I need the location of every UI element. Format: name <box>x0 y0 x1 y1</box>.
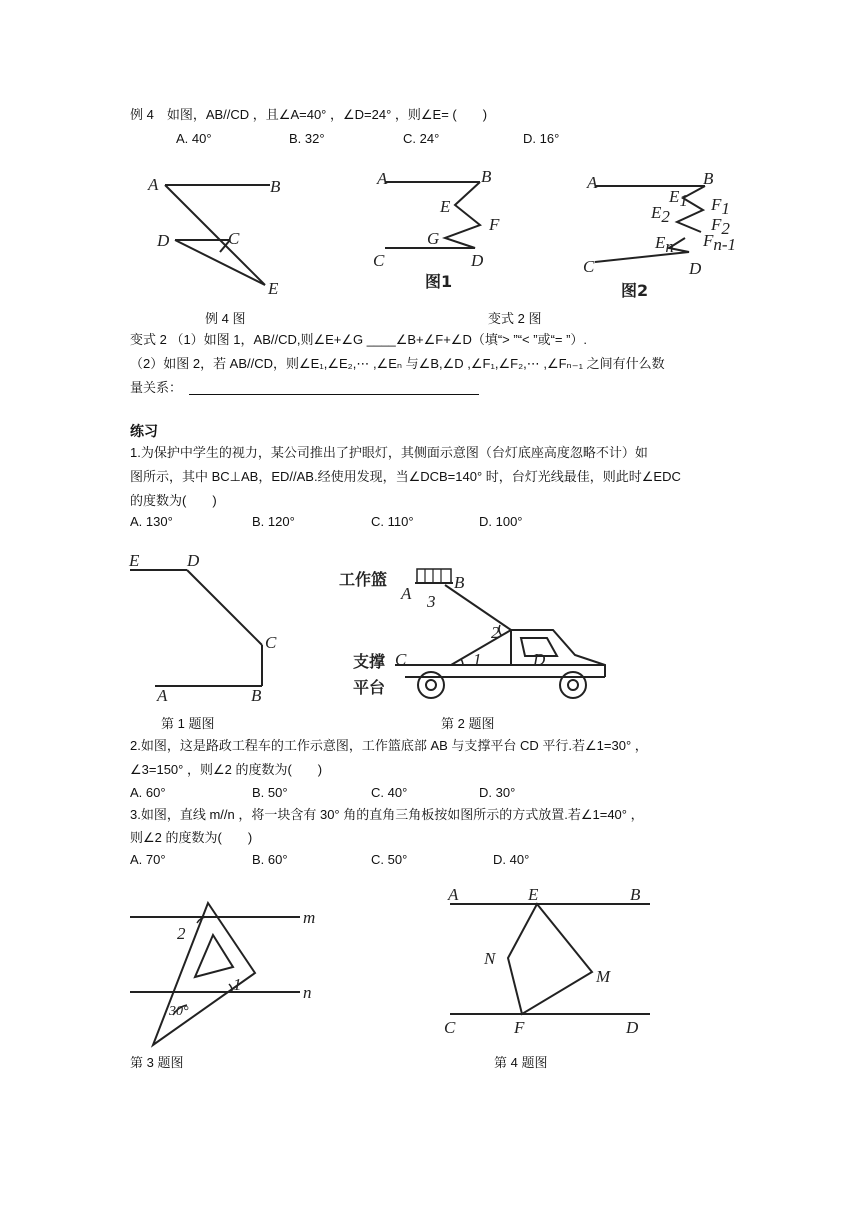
q2-label-a: A <box>401 584 412 603</box>
var2-figure-2 <box>575 160 745 310</box>
practice-heading: 练习 <box>130 423 158 439</box>
q4-label-f: F <box>514 1018 525 1037</box>
ex4-figure <box>140 160 300 310</box>
var2-2-label-b: B <box>703 169 714 188</box>
q1-line2: 图所示，其中 BC⊥AB，ED//AB.经使用发现，当∠DCB=140° 时，台灯光线最佳，则此时∠EDC <box>130 469 681 484</box>
q3-line1: 3.如图，直线 m//n ，将一块含有 30° 角的直角三角板按如图所示的方式放置.若∠1=40° ， <box>130 807 644 822</box>
var2-2-label-fn: F <box>703 231 714 250</box>
var2-figure-1 <box>365 160 525 300</box>
ex4-question: 例 4 如图，AB//CD ，且∠A=40° ，∠D=24° ，则∠E= ( ) <box>130 107 488 122</box>
var2-2-label-c: C <box>583 257 595 276</box>
q2-label-c: C <box>395 650 407 669</box>
q2-label-d: D <box>533 650 546 669</box>
q3-figure <box>125 895 335 1050</box>
q2-line1: 2.如图，这是路政工程车的工作示意图，工作篮底部 AB 与支撑平台 CD 平行.若∠1=30° ， <box>130 738 648 753</box>
q1-line1: 1.为保护中学生的视力，某公司推出了护眼灯，其侧面示意图（台灯底座高度忽略不计）如 <box>130 445 648 460</box>
q3-label-2: 2 <box>177 924 186 943</box>
q3-option-c: C. 50° <box>371 852 408 867</box>
ex4-option-b: B. 32° <box>289 131 325 146</box>
q2-option-c: C. 40° <box>371 785 408 800</box>
q4-label-a: A <box>448 885 459 904</box>
q1-label-d: D <box>187 551 200 570</box>
var2-2-label-f1: F <box>711 195 722 214</box>
var2-1-label-d: D <box>471 251 484 270</box>
q2-label-support: 支撑 <box>353 652 386 671</box>
var2-2-sub-1b: 1 <box>721 199 730 218</box>
q2-label-basket: 工作篮 <box>339 570 388 589</box>
ex4-option-d: D. 16° <box>523 131 560 146</box>
q1-option-d: D. 100° <box>479 514 523 529</box>
q3-option-a: A. 70° <box>130 852 166 867</box>
var2-1-label-a: A <box>377 169 388 188</box>
q3-figure-caption: 第 3 题图 <box>130 1055 184 1070</box>
q4-label-n: N <box>484 949 496 968</box>
var2-2-sub-n: n <box>665 237 674 256</box>
q1-option-a: A. 130° <box>130 514 173 529</box>
var2-1-caption: 图1 <box>425 272 453 291</box>
q2-label-b: B <box>454 573 465 592</box>
var2-2-caption: 图2 <box>621 281 649 300</box>
q3-option-d: D. 40° <box>493 852 530 867</box>
q3-label-1: 1 <box>233 975 242 994</box>
ex4-label-a: A <box>148 175 159 194</box>
q4-figure <box>440 878 660 1043</box>
q1-label-e: E <box>129 551 140 570</box>
q2-line2: ∠3=150° ，则∠2 的度数为( ) <box>130 762 323 777</box>
q4-label-m: M <box>596 967 611 986</box>
svg-text:E2 <box>650 203 670 226</box>
q3-line2: 则∠2 的度数为( ) <box>130 830 253 845</box>
svg-text:E1 <box>668 187 688 210</box>
var2-1-label-b: B <box>481 167 492 186</box>
q4-figure-caption: 第 4 题图 <box>494 1055 548 1070</box>
ex4-label-d: D <box>157 231 170 250</box>
svg-text:En <box>654 233 674 256</box>
q3-label-m: m <box>303 908 316 927</box>
q2-option-a: A. 60° <box>130 785 166 800</box>
ex4-label-c: C <box>228 229 240 248</box>
var2-2-sub-n1: n-1 <box>713 235 737 254</box>
q2-label-3: 3 <box>427 592 436 611</box>
var2-2-label-a: A <box>587 173 598 192</box>
ex4-label-e: E <box>268 279 279 298</box>
q2-option-d: D. 30° <box>479 785 516 800</box>
var2-1-label-g: G <box>427 229 440 248</box>
q1-option-b: B. 120° <box>252 514 295 529</box>
var2-1-label-c: C <box>373 251 385 270</box>
var2-1-label-e: E <box>440 197 451 216</box>
q1-label-b: B <box>251 686 262 705</box>
q2-label-platform: 平台 <box>353 678 386 697</box>
var2-1-label-f: F <box>489 215 500 234</box>
ex4-option-c: C. 24° <box>403 131 440 146</box>
q2-label-1: 1 <box>473 650 482 669</box>
var2-2-label-en: E <box>655 233 666 252</box>
var2-2-label-d: D <box>689 259 702 278</box>
q1-option-c: C. 110° <box>371 514 414 529</box>
var2-2-sub-2b: 2 <box>721 219 730 238</box>
var2-line2: （2）如图 2，若 AB//CD，则∠E₁,∠E₂,⋯ ,∠Eₙ 与∠B,∠D ,∠F₁,∠F₂,⋯ ,∠Fₙ₋₁ 之间有什么数 <box>130 356 665 371</box>
q4-label-d: D <box>626 1018 639 1037</box>
q3-option-b: B. 60° <box>252 852 288 867</box>
q4-label-e: E <box>528 885 539 904</box>
q1-line3: 的度数为( ) <box>130 493 217 508</box>
var2-2-label-f2: F <box>711 215 722 234</box>
var2-line3: 量关系： <box>130 380 183 395</box>
ex4-figure-caption: 例 4 图 <box>205 311 246 326</box>
q3-label-30: 30° <box>169 1004 189 1019</box>
q1-label-c: C <box>265 633 277 652</box>
q3-label-n: n <box>303 983 312 1002</box>
q1-label-a: A <box>157 686 168 705</box>
var2-2-sub-2: 2 <box>661 207 670 226</box>
svg-text:Fn-1 <box>702 231 736 254</box>
q2-label-2: 2 <box>491 623 500 642</box>
q1-figure <box>125 548 295 708</box>
var2-2-sub-1: 1 <box>679 191 688 210</box>
ex4-label-b: B <box>270 177 281 196</box>
ex4-option-a: A. 40° <box>176 131 212 146</box>
var2-line1: 变式 2 （1）如图 1，AB//CD,则∠E+∠G ____∠B+∠F+∠D（填“> ”“< ”或“= ”）. <box>130 332 588 347</box>
q1-figure-caption: 第 1 题图 <box>161 716 215 731</box>
q2-figure-caption: 第 2 题图 <box>441 716 495 731</box>
q2-option-b: B. 50° <box>252 785 288 800</box>
var2-answer-blank <box>189 394 479 395</box>
q2-figure <box>335 555 625 710</box>
var2-2-label-e2: E <box>651 203 662 222</box>
q4-label-b: B <box>630 885 641 904</box>
q4-label-c: C <box>444 1018 456 1037</box>
var2-2-label-e1: E <box>669 187 680 206</box>
var2-figure-caption: 变式 2 图 <box>488 311 542 326</box>
